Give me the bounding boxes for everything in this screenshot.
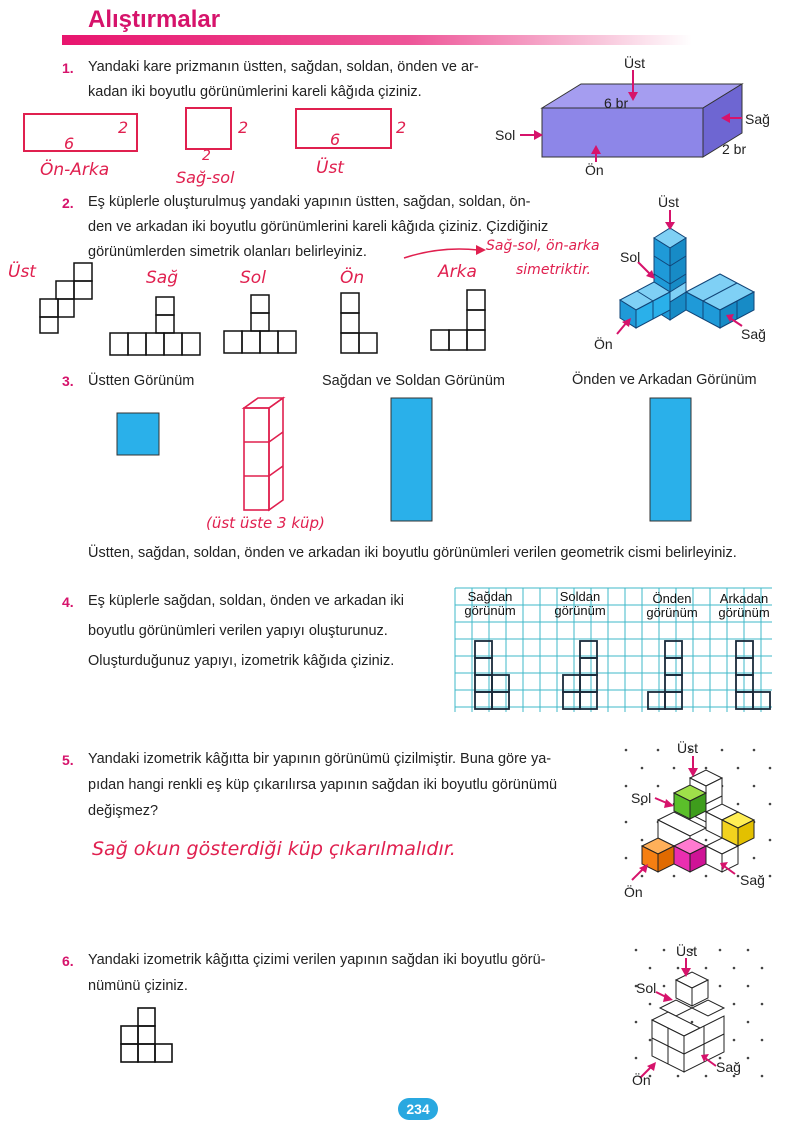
q5-number: 5. <box>62 752 74 768</box>
q5-text-line2: pıdan hangi renkli eş küp çıkarılırsa yapının sağdan iki boyutlu görünümü <box>88 777 558 793</box>
q1-label-height: 2 br <box>722 141 747 157</box>
q6-number: 6. <box>62 953 74 969</box>
q1-label-right: Sağ <box>745 111 770 127</box>
q5-text-line1: Yandaki izometrik kâğıtta bir yapının görünümü çizilmiştir. Buna göre ya- <box>88 751 552 767</box>
q2-hw-note1: Sağ-sol, ön-arka <box>486 238 600 254</box>
q6-label-front: Ön <box>632 1072 651 1088</box>
q1-label-length: 6 br <box>604 95 629 111</box>
q6-label-left: Sol <box>636 980 657 996</box>
q4-grid-header-4: Arkadan görünüm <box>718 591 770 620</box>
q5-text-line3: değişmez? <box>88 803 159 819</box>
q1-label-top: Üst <box>624 55 645 71</box>
q4-text-line1: Eş küplerle sağdan, soldan, önden ve arkadan iki <box>88 593 404 609</box>
q2-number: 2. <box>62 195 74 211</box>
q2-label-top: Üst <box>658 194 679 210</box>
q2-text-line2: den ve arkadan iki boyutlu görünümlerini kareli kâğıda çiziniz. Çizdiğiniz <box>88 219 549 235</box>
q6-label-top: Üst <box>676 943 697 959</box>
q1-hw-r1-caption: Ön-Arka <box>40 160 110 180</box>
q1-hw-r1-six: 6 <box>64 134 75 153</box>
q4-grid-header-2: Soldan görünüm <box>554 589 606 618</box>
q2-text-line1: Eş küplerle oluşturulmuş yandaki yapının üstten, sağdan, soldan, ön- <box>88 194 531 210</box>
q1-hw-r3-six: 6 <box>330 130 341 149</box>
q5-hw-answer: Sağ okun gösterdiği küp çıkarılmalıdır. <box>92 838 456 860</box>
q2-hw-sag: Sağ <box>146 268 178 288</box>
q2-hw-ust: Üst <box>8 262 36 282</box>
q4-grid-header-3: Önden görünüm <box>646 591 698 620</box>
q6-text-line1: Yandaki izometrik kâğıtta çizimi verilen yapının sağdan iki boyutlu görü- <box>88 952 546 968</box>
q1-hw-r1-two: 2 <box>118 118 129 137</box>
q5-label-top: Üst <box>677 740 698 756</box>
q1-label-front: Ön <box>585 162 604 178</box>
q3-header-top: Üstten Görünüm <box>88 373 195 389</box>
q1-label-left: Sol <box>495 127 516 143</box>
q1-hw-r2-two-side: 2 <box>238 118 249 137</box>
q1-text-line1: Yandaki kare prizmanın üstten, sağdan, soldan, önden ve ar- <box>88 59 479 75</box>
q2-hw-on: Ön <box>340 268 365 288</box>
q5-label-left: Sol <box>631 790 652 806</box>
q2-label-left: Sol <box>620 249 641 265</box>
page-number-badge: 234 <box>398 1098 438 1120</box>
q2-label-front: Ön <box>594 336 613 352</box>
q3-header-front: Önden ve Arkadan Görünüm <box>572 372 757 388</box>
q2-hw-sol: Sol <box>240 268 266 288</box>
q2-hw-arka: Arka <box>438 262 477 282</box>
q2-text-line3: görünümlerden simetrik olanları belirleyiniz. <box>88 244 367 260</box>
q5-label-right: Sağ <box>740 872 765 888</box>
q6-label-right: Sağ <box>716 1059 741 1075</box>
q1-hw-r3-caption: Üst <box>316 158 344 178</box>
q1-hw-r3-two: 2 <box>396 118 407 137</box>
q1-hw-r2-caption: Sağ-sol <box>176 168 235 187</box>
q1-number: 1. <box>62 60 74 76</box>
q2-hw-note2: simetriktir. <box>516 262 591 278</box>
q2-label-right: Sağ <box>741 326 766 342</box>
q3-number: 3. <box>62 373 74 389</box>
q4-text-line3: Oluşturduğunuz yapıyı, izometrik kâğıda çiziniz. <box>88 653 395 669</box>
q4-grid-header-1: Sağdan görünüm <box>464 589 516 618</box>
section-title: Alıştırmalar <box>88 6 221 33</box>
q3-question-text: Üstten, sağdan, soldan, önden ve arkadan iki boyutlu görünümleri verilen geometrik cismi belirleyiniz. <box>88 545 737 561</box>
q3-hw-note: (üst üste 3 küp) <box>206 514 325 532</box>
q3-header-side: Sağdan ve Soldan Görünüm <box>322 373 505 389</box>
q4-text-line2: boyutlu görünümleri verilen yapıyı oluşturunuz. <box>88 623 388 639</box>
q1-text-line2: kadan iki boyutlu görünümlerini kareli kâğıda çiziniz. <box>88 84 422 100</box>
q4-number: 4. <box>62 594 74 610</box>
q5-label-front: Ön <box>624 884 643 900</box>
q6-text-line2: nümünü çiziniz. <box>88 978 188 994</box>
q1-hw-r2-two-bottom: 2 <box>202 148 211 164</box>
